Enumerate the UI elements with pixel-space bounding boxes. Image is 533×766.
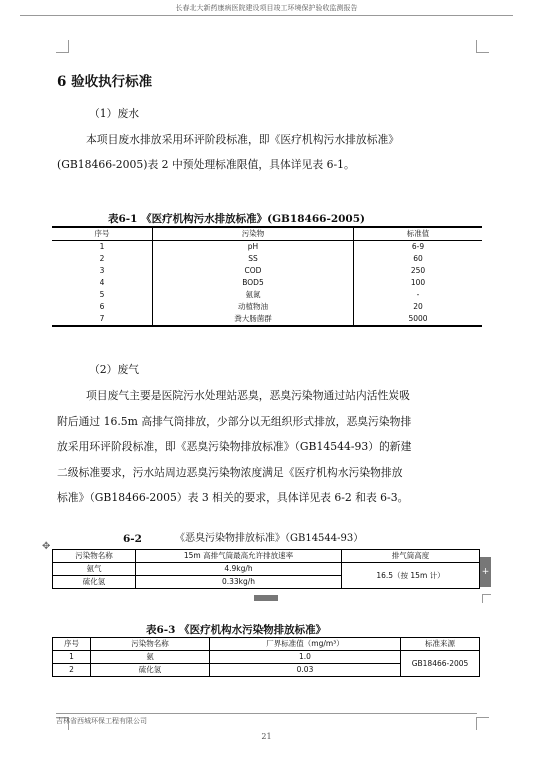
gas-line-3: 放采用环评阶段标准，即《恶臭污染物排放标准》（GB14544-93）的新建 <box>57 440 412 453</box>
table-boundary-standards <box>52 637 480 677</box>
add-column-handle[interactable]: + <box>480 557 491 587</box>
cell: 5000 <box>408 314 428 323</box>
cell: 6-9 <box>411 242 425 251</box>
crop-mark-bottom-right <box>476 717 489 730</box>
cell: 氨 <box>91 651 210 664</box>
cell: pH <box>153 241 354 254</box>
gas-subhead: （2）废气 <box>89 363 140 376</box>
gas-line-5: 标准》（GB18466-2005）表 3 相关的要求，具体详见表 6-2 和表 6-3。 <box>57 491 409 504</box>
table3-caption: 表6-3 《医疗机构水污染物排放标准》 <box>146 624 327 636</box>
table-odor-standards <box>52 549 480 589</box>
gas-line-4: 二级标准要求，污水站周边恶臭污染物浓度满足《医疗机构水污染物排放 <box>57 466 403 479</box>
table3-source: GB18466-2005 <box>401 651 480 677</box>
cell: 氨氮 <box>153 289 354 301</box>
table-row <box>52 313 482 326</box>
cell: SS <box>153 253 354 265</box>
cell: 60 <box>413 254 423 263</box>
table-wastewater-standards <box>52 226 482 327</box>
crop-mark-top-left <box>56 40 69 53</box>
cell: - <box>416 290 420 299</box>
cell: 1.0 <box>210 651 401 664</box>
section-title: 6 验收执行标准 <box>57 74 153 90</box>
cell: 2 <box>99 254 105 263</box>
cell: 100 <box>410 278 426 287</box>
cell: 4 <box>99 278 105 287</box>
table2-header-rate: 15m 高排气筒最高允许排放速率 <box>136 550 342 563</box>
table2-caption-title: 《恶臭污染物排放标准》（GB14544-93） <box>175 533 364 544</box>
table-row <box>52 301 482 313</box>
gas-line-2: 附后通过 16.5m 高排气筒排放，少部分以无组织形式排放，恶臭污染物排 <box>57 415 412 428</box>
cell: 1 <box>99 242 105 251</box>
table1-header-no: 序号 <box>52 227 153 241</box>
crop-mark-top-right <box>476 40 489 53</box>
cell: 20 <box>413 302 423 311</box>
cell: 250 <box>410 266 426 275</box>
cell: 6 <box>99 302 105 311</box>
cell: 粪大肠菌群 <box>153 313 354 326</box>
table-row <box>52 289 482 301</box>
table-row <box>52 241 482 254</box>
cell: 0.03 <box>210 664 401 677</box>
header-rule <box>20 15 513 16</box>
table3-header-limit: 厂界标准值（mg/m³） <box>210 638 401 651</box>
table3-header-source: 标准来源 <box>401 638 480 651</box>
water-line-2: (GB18466-2005)表 2 中预处理标准限值，具体详见表 6-1。 <box>57 158 355 171</box>
page-header: 长春北大新药康病医院建设项目竣工环境保护验收监测报告 <box>175 4 358 12</box>
table2-header-name: 污染物名称 <box>53 550 136 563</box>
cell: 5 <box>99 290 105 299</box>
gas-line-1: 项目废气主要是医院污水处理站恶臭，恶臭污染物通过站内活性炭吸 <box>86 389 410 402</box>
cell: COD <box>153 265 354 277</box>
water-subhead: （1）废水 <box>89 107 140 120</box>
move-handle-icon[interactable]: ✥ <box>42 541 51 552</box>
table-row <box>53 563 480 576</box>
cell: 4.9kg/h <box>136 563 342 576</box>
cell: BOD5 <box>153 277 354 289</box>
table-row <box>52 265 482 277</box>
table-row <box>52 253 482 265</box>
add-row-handle[interactable] <box>254 595 278 601</box>
table1-header-limit: 标准值 <box>354 227 483 241</box>
cell: 动植物油 <box>153 301 354 313</box>
table-row <box>52 277 482 289</box>
cell: 氨气 <box>53 563 136 576</box>
table1-caption: 表6-1 《医疗机构污水排放标准》(GB18466-2005) <box>108 213 366 225</box>
table-row <box>53 651 480 664</box>
table1-header-pollutant: 污染物 <box>153 227 354 241</box>
cell: 7 <box>99 314 105 323</box>
cell: 2 <box>53 664 91 677</box>
table2-height-value: 16.5（按 15m 计） <box>342 563 480 589</box>
cell: 0.33kg/h <box>136 576 342 589</box>
cell: 1 <box>53 651 91 664</box>
table2-header-height: 排气筒高度 <box>342 550 480 563</box>
water-line-1: 本项目废水排放采用环评阶段标准，即《医疗机构污水排放标准》 <box>86 133 400 146</box>
footer-rule <box>56 713 477 714</box>
cell: 硫化氢 <box>53 576 136 589</box>
table3-header-name: 污染物名称 <box>91 638 210 651</box>
footer-company: 吉林省西城环保工程有限公司 <box>56 717 147 725</box>
table3-header-no: 序号 <box>53 638 91 651</box>
table-resize-mark <box>482 594 491 603</box>
table2-caption-number: 6-2 <box>123 533 142 545</box>
page-number: 21 <box>261 732 272 741</box>
cell: 硫化氢 <box>91 664 210 677</box>
cell: 3 <box>99 266 105 275</box>
